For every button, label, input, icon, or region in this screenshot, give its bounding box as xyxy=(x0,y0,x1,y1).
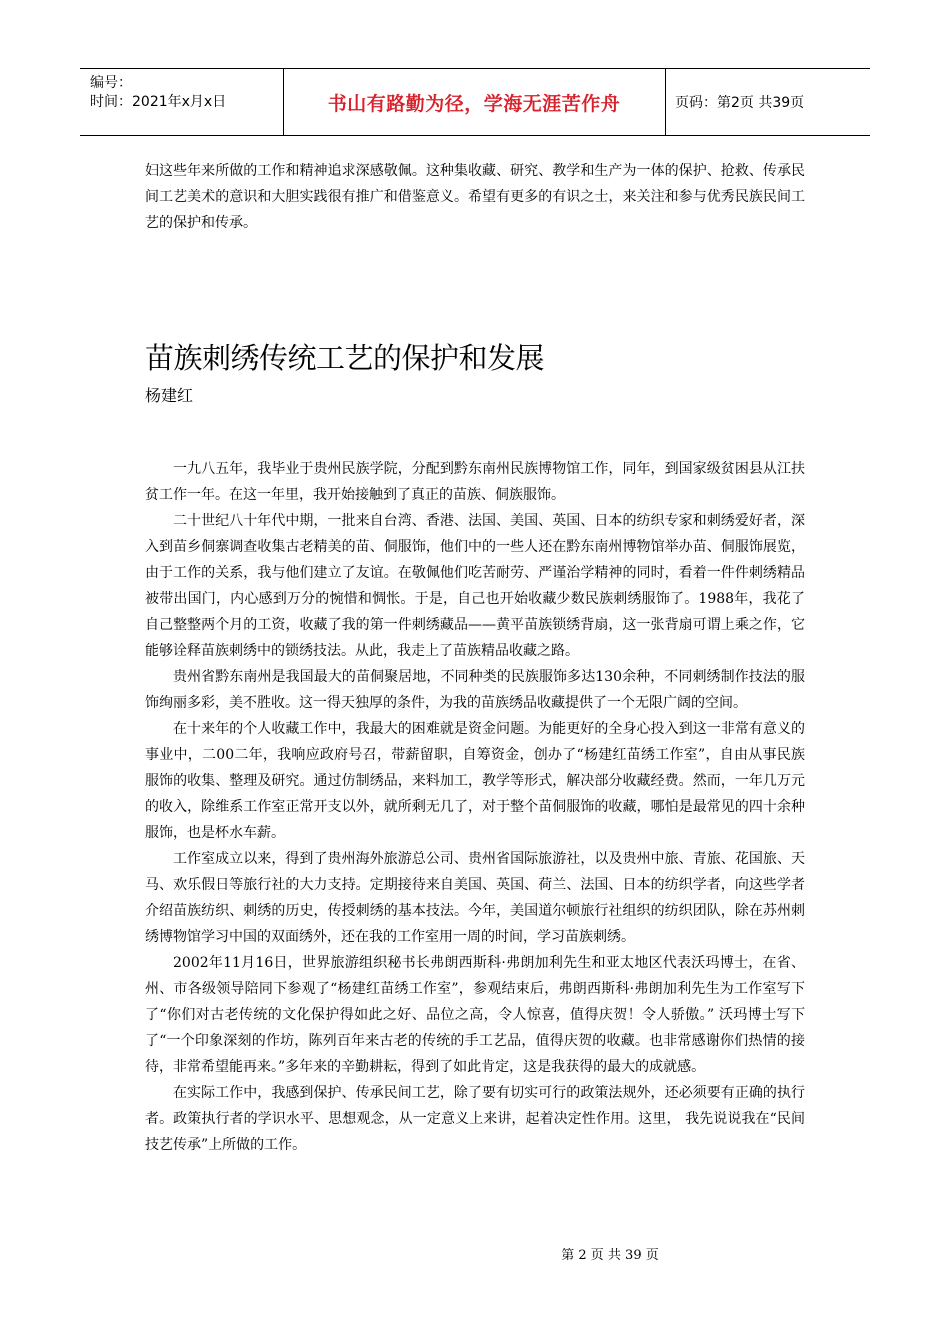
intro-paragraph: 妇这些年来所做的工作和精神追求深感敬佩。这种集收藏、研究、教学和生产为一体的保护、抢救、传承民间工艺美术的意识和大胆实践很有推广和借鉴意义。希望有更多的有识之士，来关注和参与优秀民族民间工艺的保护和传承。 xyxy=(145,163,805,231)
page-header xyxy=(80,68,870,136)
document-date-label: 时间：2021年x月x日 xyxy=(90,94,227,110)
document-number-label: 编号： xyxy=(90,75,132,91)
article-author: 杨建红 xyxy=(145,386,194,405)
intro-section xyxy=(145,158,805,236)
header-page-number: 页码：第2页 共39页 xyxy=(675,95,805,111)
body-paragraph: 在实际工作中，我感到保护、传承民间工艺，除了要有切实可行的政策法规外，还必须要有正确的执行者。政策执行者的学识水平、思想观念，从一定意义上来讲，起着决定性作用。这里， 我先说说我在“民间技艺传承”上所做的工作。 xyxy=(145,1085,805,1153)
body-paragraph: 一九八五年，我毕业于贵州民族学院，分配到黔东南州民族博物馆工作，同年，到国家级贫困县从江扶贫工作一年。在这一年里，我开始接触到了真正的苗族、侗族服饰。 xyxy=(145,461,805,503)
header-motto: 书山有路勤为径，学海无涯苦作舟 xyxy=(327,92,621,115)
body-paragraph: 2002年11月16日，世界旅游组织秘书长弗朗西斯科·弗朗加利先生和亚太地区代表沃玛博士，在省、州、市各级领导陪同下参观了“杨建红苗绣工作室”，参观结束后，弗朗西斯科·弗朗加利先生为工作室写下了“你们对古老传统的文化保护得如此之好、品位之高，令人惊喜，值得庆贺！令人骄傲。” 沃玛博士写下了“一个印象深刻的作坊，陈列百年来古老的传统的手工艺品，值得庆贺的收藏。也非常感谢你们热情的接待，非常希望能再来。”多年来的辛勤耕耘，得到了如此肯定，这是我获得的最大的成就感。 xyxy=(145,955,805,1075)
body-paragraph: 二十世纪八十年代中期，一批来自台湾、香港、法国、美国、英国、日本的纺织专家和刺绣爱好者，深入到苗乡侗寨调查收集古老精美的苗、侗服饰，他们中的一些人还在黔东南州博物馆举办苗、侗服饰展览，由于工作的关系，我与他们建立了友谊。在敬佩他们吃苦耐劳、严谨治学精神的同时，看着一件件刺绣精品被带出国门，内心感到万分的惋惜和惆怅。于是，自己也开始收藏少数民族刺绣服饰了。1988年，我花了自己整整两个月的工资，收藏了我的第一件刺绣藏品——黄平苗族锁绣背扇，这一张背扇可谓上乘之作，它能够诠释苗族刺绣中的锁绣技法。从此，我走上了苗族精品收藏之路。 xyxy=(145,513,805,659)
body-paragraph: 贵州省黔东南州是我国最大的苗侗聚居地，不同种类的民族服饰多达130余种，不同刺绣制作技法的服饰绚丽多彩，美不胜收。这一得天独厚的条件，为我的苗族绣品收藏提供了一个无限广阔的空间。 xyxy=(145,669,805,711)
article-title: 苗族刺绣传统工艺的保护和发展 xyxy=(145,341,545,375)
header-meta xyxy=(90,74,226,112)
header-divider-right xyxy=(665,68,666,136)
page-footer: 第 2 页 共 39 页 xyxy=(561,1248,659,1263)
body-paragraph: 在十来年的个人收藏工作中，我最大的困难就是资金问题。为能更好的全身心投入到这一非常有意义的事业中，二00二年，我响应政府号召，带薪留职，自筹资金，创办了“杨建红苗绣工作室”，自由从事民族服饰的收集、整理及研究。通过仿制绣品，来料加工，教学等形式，解决部分收藏经费。然而，一年几万元的收入，除维系工作室正常开支以外，就所剩无几了，对于整个苗侗服饰的收藏，哪怕是最常见的四十余种服饰，也是杯水车薪。 xyxy=(145,721,805,841)
body-paragraph: 工作室成立以来，得到了贵州海外旅游总公司、贵州省国际旅游社，以及贵州中旅、青旅、花国旅、天马、欢乐假日等旅行社的大力支持。定期接待来自美国、英国、荷兰、法国、日本的纺织学者，向这些学者介绍苗族纺织、刺绣的历史，传授刺绣的基本技法。今年，美国道尔顿旅行社组织的纺织团队，除在苏州刺绣博物馆学习中国的双面绣外，还在我的工作室用一周的时间，学习苗族刺绣。 xyxy=(145,851,805,945)
article-body xyxy=(145,456,805,1158)
